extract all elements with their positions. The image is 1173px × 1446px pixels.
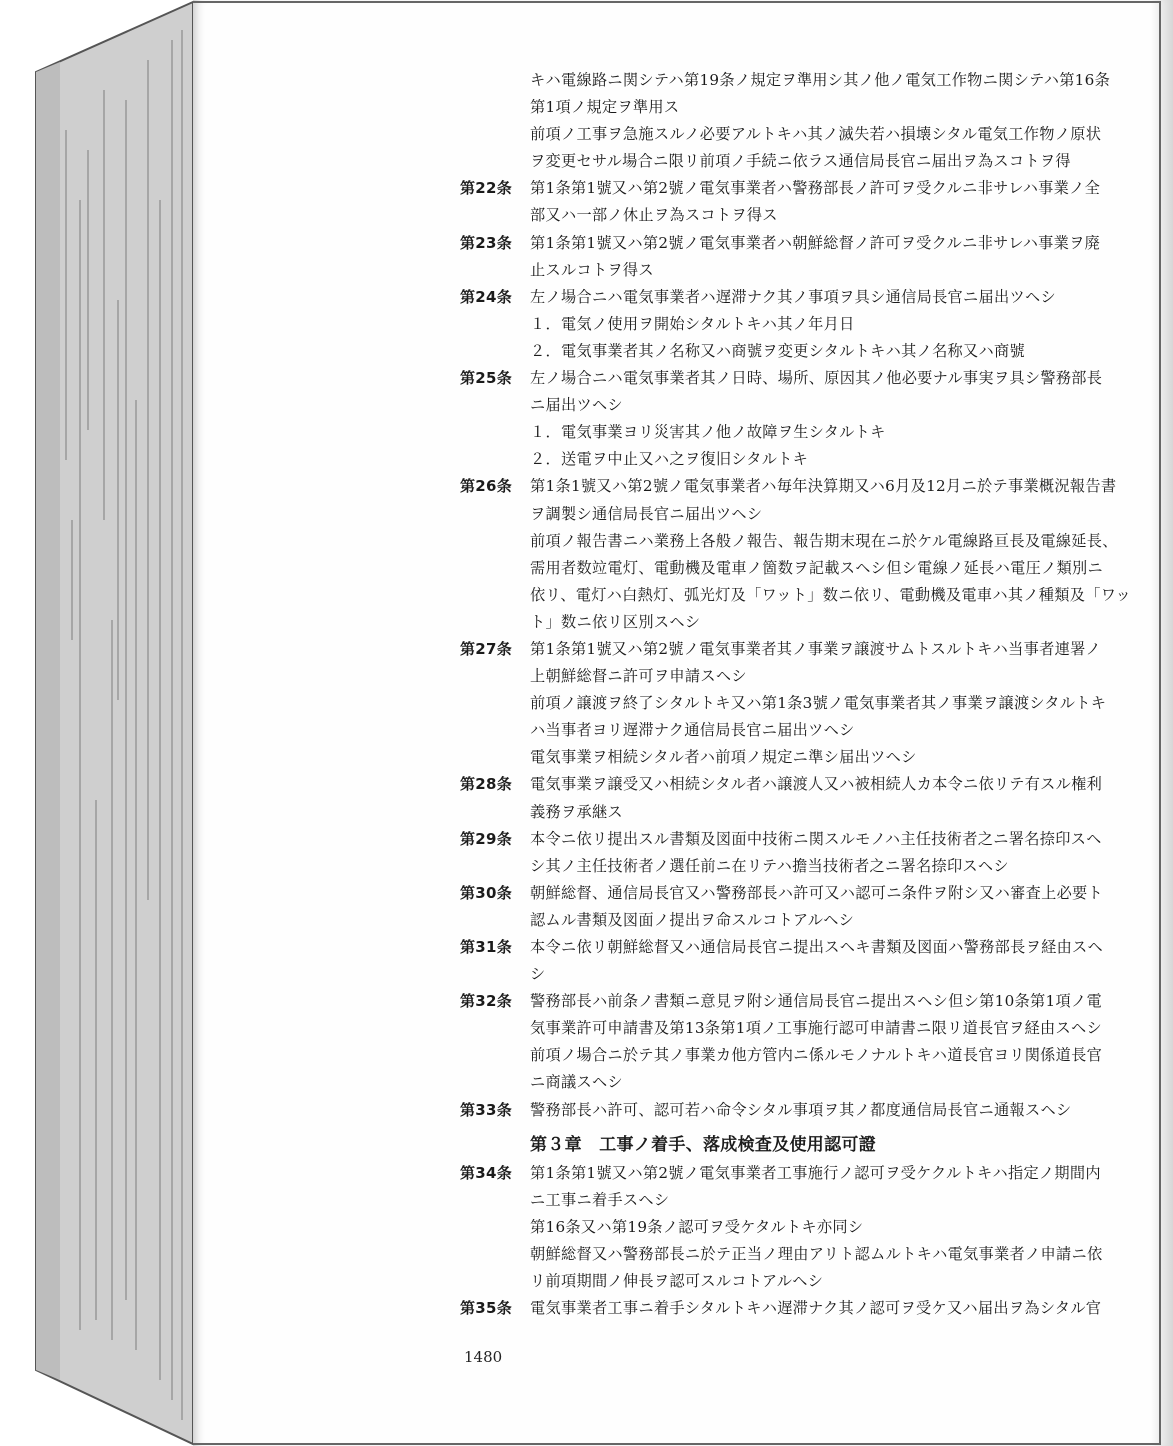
article-body — [530, 826, 1140, 880]
article-number: 第23条 — [460, 233, 513, 252]
text-line: ハ当事者ヨリ遅滞ナク通信局長官ニ届出ツヘシ — [530, 721, 855, 740]
text-line: ヲ変更セサル場合ニ限リ前項ノ手続ニ依ラス通信局長官ニ届出ヲ為スコトヲ得 — [530, 152, 1071, 171]
text-line: 第16条又ハ第19条ノ認可ヲ受ケタルトキ亦同シ — [530, 1217, 864, 1236]
article-number: 第28条 — [460, 775, 513, 794]
text-line: ト」数ニ依リ区別スヘシ — [530, 612, 701, 631]
article — [460, 284, 1140, 365]
text-line: ニ商議スヘシ — [530, 1073, 623, 1092]
text-line: 警務部長ハ前条ノ書類ニ意見ヲ附シ通信局長官ニ提出スヘシ但シ第10条第1項ノ電 — [530, 992, 1102, 1011]
text-line: 前項ノ場合ニ於テ其ノ事業カ他方管内ニ係ルモノナルトキハ道長官ヨリ関係道長官 — [530, 1046, 1103, 1065]
text-line: 止スルコトヲ得ス — [530, 260, 654, 279]
text-line: 第1項ノ規定ヲ準用ス — [530, 98, 680, 117]
text-line: 第1条第1號又ハ第2號ノ電気事業者ハ警務部長ノ許可ヲ受クルニ非サレハ事業ノ全 — [530, 179, 1101, 198]
article-number: 第35条 — [460, 1299, 513, 1318]
article-body — [530, 365, 1140, 473]
text-line: 左ノ場合ニハ電気事業者其ノ日時、場所、原因其ノ他必要ナル事実ヲ具シ警務部長 — [530, 369, 1103, 388]
text-line: シ其ノ主任技術者ノ選任前ニ在リテハ擔当技術者之ニ署名捺印スヘシ — [530, 856, 1009, 875]
text-line: 依リ、電灯ハ白熱灯、弧光灯及「ワット」数ニ依リ、電動機及電車ハ其ノ種類及「ワッ — [530, 585, 1131, 604]
text-line: 前項ノ報告書ニハ業務上各般ノ報告、報告期末現在ニ於ケル電線路亘長及電線延長、 — [530, 531, 1118, 550]
page-number: 1480 — [464, 1348, 503, 1366]
text-line: 朝鮮総督、通信局長官又ハ警務部長ハ許可又ハ認可ニ条件ヲ附シ又ハ審査上必要ト — [530, 883, 1104, 902]
text-line: ヲ調製シ通信局長官ニ届出ツヘシ — [530, 504, 763, 523]
article — [460, 230, 1140, 284]
article-number: 第27条 — [460, 639, 513, 658]
text-line: 第1条第1號又ハ第2號ノ電気事業者ハ朝鮮総督ノ許可ヲ受クルニ非サレハ事業ヲ廃 — [530, 233, 1101, 252]
article-body — [530, 473, 1140, 636]
text-line: １．電気事業ヨリ災害其ノ他ノ故障ヲ生シタルトキ — [530, 423, 886, 442]
article-body — [530, 988, 1140, 1096]
text-line: 前項ノ工事ヲ急施スルノ必要アルトキハ其ノ滅失若ハ損壊シタル電気工作物ノ原状 — [530, 125, 1102, 144]
text-line: 電気事業者工事ニ着手シタルトキハ遅滞ナク其ノ認可ヲ受ケ又ハ届出ヲ為シタル官 — [530, 1299, 1102, 1318]
article-number: 第30条 — [460, 883, 513, 902]
text-line: 朝鮮総督又ハ警務部長ニ於テ正当ノ理由アリト認ムルトキハ電気事業者ノ申請ニ依 — [530, 1244, 1103, 1263]
text-line: ２．送電ヲ中止又ハ之ヲ復旧シタルトキ — [530, 450, 809, 469]
article — [460, 473, 1140, 636]
text-line: 上朝鮮総督ニ許可ヲ申請スヘシ — [530, 667, 747, 686]
article-body — [530, 284, 1140, 365]
text-line: 第1条第1號又ハ第2號ノ電気事業者工事施行ノ認可ヲ受ケクルトキハ指定ノ期間内 — [530, 1163, 1101, 1182]
article — [460, 636, 1140, 771]
article — [460, 771, 1140, 825]
book-edge-illustration — [0, 0, 200, 1446]
article — [460, 175, 1140, 229]
page-edge-shadow — [1151, 0, 1173, 1446]
article — [460, 988, 1140, 1096]
text-line: ニ届出ツヘシ — [530, 396, 623, 415]
article — [460, 1160, 1140, 1295]
article — [460, 826, 1140, 880]
text-line: 義務ヲ承継ス — [530, 802, 623, 821]
article-continuation — [460, 67, 1140, 121]
article — [460, 365, 1140, 473]
text-line: キハ電線路ニ関シテハ第19条ノ規定ヲ準用シ其ノ他ノ電気工作物ニ関シテハ第16条 — [530, 71, 1111, 89]
article-number: 第26条 — [460, 477, 513, 496]
article — [460, 1295, 1140, 1322]
article — [460, 880, 1140, 934]
article-number: 第31条 — [460, 938, 513, 956]
article-body — [530, 1097, 1140, 1124]
chapter-row — [460, 1124, 1140, 1160]
text-line: 需用者数竝電灯、電動機及電車ノ箇数ヲ記載スヘシ但シ電線ノ延長ハ電圧ノ類別ニ — [530, 558, 1104, 577]
article-number: 第34条 — [460, 1163, 513, 1182]
article-body — [530, 880, 1140, 934]
text-line: 本令ニ依リ提出スル書類及図面中技術ニ関スルモノハ主任技術者之ニ署名捺印スヘ — [530, 829, 1102, 848]
chapter-heading: 第３章 工事ノ着手、落成検査及使用認可證 — [530, 1134, 876, 1155]
article-number: 第24条 — [460, 287, 513, 306]
article-number: 第22条 — [460, 179, 513, 198]
article-number: 第32条 — [460, 992, 513, 1011]
text-line: 本令ニ依リ朝鮮総督又ハ通信局長官ニ提出スヘキ書類及図面ハ警務部長ヲ経由スヘ — [530, 938, 1104, 956]
text-line: ニ工事ニ着手スヘシ — [530, 1190, 670, 1209]
article-number: 第33条 — [460, 1100, 513, 1119]
article-body — [530, 636, 1140, 771]
text-line: 前項ノ譲渡ヲ終了シタルトキ又ハ第1条3號ノ電気事業者其ノ事業ヲ譲渡シタルトキ — [530, 694, 1107, 713]
text-line: 第1条1號又ハ第2號ノ電気事業者ハ毎年決算期又ハ6月及12月ニ於テ事業概況報告書 — [530, 477, 1117, 496]
article-number: 第29条 — [460, 829, 513, 848]
text-line: 部又ハ一部ノ休止ヲ為スコトヲ得ス — [530, 206, 778, 225]
article — [460, 1097, 1140, 1124]
book-spine — [0, 0, 200, 1446]
text-line: ２．電気事業者其ノ名称又ハ商號ヲ変更シタルトキハ其ノ名称又ハ商號 — [530, 341, 1025, 360]
article-body — [530, 230, 1140, 284]
text-line: 電気事業ヲ相続シタル者ハ前項ノ規定ニ準シ届出ツヘシ — [530, 748, 917, 767]
article-body — [530, 67, 1140, 121]
article-body — [530, 175, 1140, 229]
article-body — [530, 1160, 1140, 1295]
text-line: 電気事業ヲ譲受又ハ相続シタル者ハ譲渡人又ハ被相続人カ本令ニ依リテ有スル権利 — [530, 775, 1103, 794]
article-body — [530, 121, 1140, 175]
text-line: 気事業許可申請書及第13条第1項ノ工事施行認可申請書ニ限リ道長官ヲ経由スヘシ — [530, 1019, 1102, 1038]
text-line: 左ノ場合ニハ電気事業者ハ遅滞ナク其ノ事項ヲ具シ通信局長官ニ届出ツヘシ — [530, 287, 1056, 306]
article-body — [530, 934, 1140, 988]
text-line: シ — [530, 965, 546, 984]
text-line: １．電気ノ使用ヲ開始シタルトキハ其ノ年月日 — [530, 314, 855, 333]
text-line: 認ムル書類及図面ノ提出ヲ命スルコトアルヘシ — [530, 910, 855, 929]
article-number: 第25条 — [460, 369, 513, 388]
article-body — [530, 771, 1140, 825]
article-body — [530, 1295, 1140, 1322]
article-continuation — [460, 121, 1140, 175]
article — [460, 934, 1140, 988]
text-line: 警務部長ハ許可、認可若ハ命令シタル事項ヲ其ノ都度通信局長官ニ通報スヘシ — [530, 1100, 1072, 1119]
text-line: リ前項期間ノ伸長ヲ認可スルコトアルヘシ — [530, 1272, 824, 1291]
document-text-block — [460, 67, 1140, 1322]
text-line: 第1条第1號又ハ第2號ノ電気事業者其ノ事業ヲ譲渡サムトスルトキハ当事者連署ノ — [530, 639, 1102, 658]
